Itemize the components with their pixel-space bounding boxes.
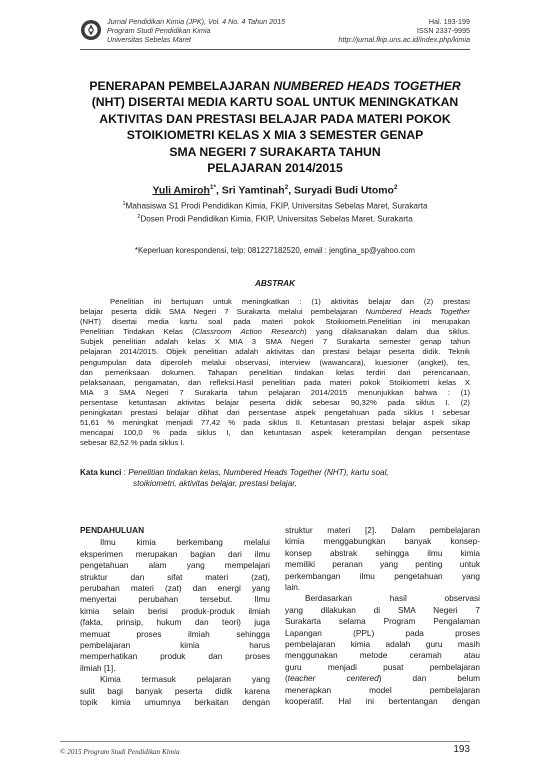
page-range: Hal. 193-199 [428, 17, 470, 26]
abstract-body [80, 297, 470, 448]
abstract-heading: ABSTRAK [254, 279, 296, 288]
paragraph-line [285, 673, 480, 684]
abstract-italic-term: Numbered Heads Together [365, 307, 470, 317]
page-header [80, 17, 470, 51]
abstract-line: pelaksanaan, pengamatan, dan refleksi.Hasil penelitian pada materi pokok Stoikiometri kelas X [80, 377, 470, 387]
footer-copyright: © 2015 Program Studi Pendidikan Kimia [60, 748, 180, 756]
journal-name: Jurnal Pendidikan Kimia (JPK), Vol. 4 No. 4 Tahun 2015 [107, 17, 286, 26]
paragraph-line: yang dilakukan di SMA Negeri 7 [285, 604, 480, 615]
title-line-5: SMA NEGERI 7 SURAKARTA TAHUN [169, 144, 381, 159]
abstract-line: pengumpulan data diperoleh melalui observasi, interview (wawancara), kuesioner (angket), tes, [80, 357, 470, 367]
paragraph-line: memiliki peranan yang penting untuk [285, 559, 480, 570]
affiliation-1-sup: 1 [122, 201, 126, 207]
title-line-3: AKTIVITAS DAN PRESTASI BELAJAR PADA MATERI POKOK [99, 111, 451, 126]
author-1-sup: 1* [209, 184, 217, 191]
keywords-colon: : [121, 468, 129, 477]
abstract-line [80, 327, 470, 337]
paragraph-line: ilmiah [1]. [80, 662, 116, 673]
author-2-sup: 2 [284, 184, 289, 191]
title-line-1-italic: NUMBERED HEADS TOGETHER [273, 79, 461, 93]
paragraph-text: ) dan belum [378, 673, 480, 684]
abstract-line: persentase ketuntasan aktivitas belajar peserta didik sebesar 90,32% pada siklus I. (2) [80, 397, 470, 407]
paragraph-line: Ilmu kimia berkembang melalui [100, 537, 270, 548]
title-line-4: STOIKIOMETRI KELAS X MIA 3 SEMESTER GENAP [126, 128, 424, 143]
paragraph-line: memperhatikan produk dan proses [80, 651, 270, 662]
paragraph-line: kimia menggabungkan banyak konsep- [285, 536, 480, 547]
paragraph-line: pembelajaran kimia harus [80, 640, 270, 651]
paragraph-line: Berdasarkan hasil observasi [305, 593, 480, 604]
author-1: Yuli Amiroh [152, 185, 210, 197]
paragraph-line: kimia selain berisi produk-produk ilmiah [80, 605, 270, 616]
paragraph-line: pengetahuan alam yang mempelajari [80, 560, 270, 571]
paragraph-line: konsep abstrak sehingga ilmu kimia [285, 547, 480, 558]
paragraph-line: sulit bagi banyak peserta didik karena [80, 685, 270, 696]
abstract-line: peningkatan prestasi belajar dilihat dari persentase aspek pengetahuan pada siklus I sebesar [80, 408, 470, 418]
affiliation-2-sup: 2 [137, 214, 141, 220]
paragraph-line: eksperimen merupakan bagian dari ilmu [80, 548, 270, 559]
journal-info [107, 17, 285, 44]
publication-info [339, 17, 470, 44]
abstract-line: pelajaran 2014/2015. Objek penelitian adalah aktivitas dan prestasi belajar peserta didik. Teknik [80, 347, 470, 357]
left-column [80, 525, 270, 709]
paragraph-line: topik kimia umumnya berkaitan dengan [80, 697, 270, 708]
paragraph-line: menerapkan model pembelajaran [285, 684, 480, 695]
author-2: , Sri Yamtinah [216, 185, 285, 197]
keywords [80, 467, 475, 489]
abstract-line-text: belajar peserta didik SMA Negeri 7 Surakarta melalui pembelajaran [80, 307, 366, 317]
abstract-line: Penelitian ini bertujuan untuk meningkatkan : (1) aktivitas belajar dan (2) prestasi [110, 297, 470, 306]
paragraph-line: perkembangan ilmu pengetahuan yang [285, 570, 480, 581]
abstract-line-text: Penelitian Tindakan Kelas ( [80, 327, 195, 337]
university-logo-icon [80, 19, 102, 41]
paragraph-line: struktur dan sifat materi (zat), [80, 571, 270, 582]
keywords-label: Kata kunci [80, 468, 122, 477]
paragraph-line: Kimia termasuk pelajaran yang [100, 674, 270, 685]
right-column [285, 525, 480, 708]
paper-title [70, 78, 480, 176]
paragraph-italic: teacher centered [287, 673, 379, 684]
affiliation-2 [60, 214, 490, 224]
footer-divider [60, 741, 470, 742]
abstract-line: Subjek penelitian adalah kelas X MIA 3 SMA Negeri 7 Surakarta semester genap tahun [80, 337, 470, 347]
header-divider [80, 49, 470, 50]
paragraph-line: memuat proses ilmiah sehingga [80, 628, 270, 639]
abstract-line: mencapai 100,0 % pada siklus I, dan ketuntasan aspek keterampilan dengan persentase [80, 428, 470, 438]
abstract-line: MIA 3 SMA Negeri 7 Surakarta tahun pelajaran 2014/2015 menunjukkan bahwa : (1) [80, 387, 470, 397]
affiliation-1 [60, 201, 490, 211]
paragraph-line: menggunakan metode ceramah atau [285, 650, 480, 661]
university-name: Universitas Sebelas Maret [107, 35, 191, 44]
abstract-line: 51,61 % meningkat menjadi 77,42 % pada siklus II. Ketuntasan prestasi belajar aspek sikap [80, 418, 470, 428]
paragraph-line: perubahan materi (zat) dan energi yang [80, 583, 270, 594]
author-list [60, 184, 490, 196]
paragraph-line: menyertai perubahan tersebut. Ilmu [80, 594, 270, 605]
affiliation-2-text: Dosen Prodi Pendidikan Kimia, FKIP, Universitas Sebelas Maret, Surakarta [140, 214, 413, 224]
paragraph-line: guru menjadi pusat pembelajaran [285, 661, 480, 672]
paragraph-line: lain. [285, 582, 301, 593]
affiliation-1-text: Mahasiswa S1 Prodi Pendidikan Kimia, FKIP, Universitas Sebelas Maret, Surakarta [125, 201, 428, 211]
abstract-line [80, 307, 470, 317]
paragraph-line: Surakarta selama Program Pengalaman [285, 616, 480, 627]
title-line-2: (NHT) DISERTAI MEDIA KARTU SOAL UNTUK MENINGKATKAN [91, 95, 459, 110]
keywords-text-cont: stoikiometri, aktivitas belajar, prestasi belajar, [133, 479, 297, 488]
abstract-italic-term: Classroom Action Research [194, 327, 305, 337]
author-3-sup: 2 [393, 184, 398, 191]
paragraph-line: pembelajaran kimia adalah guru masih [285, 639, 480, 650]
correspondence-info: *Keperluan korespondensi, telp: 081227182520, email : jengtina_sp@yahoo.com [134, 246, 416, 255]
paragraph-line: struktur materi [2]. Dalam pembelajaran [285, 525, 480, 535]
paragraph-line: (fakta, prinsip, hukum dan teori) juga [80, 617, 270, 628]
journal-url[interactable]: http://jurnal.fkip.uns.ac.id/index.php/kimia [338, 35, 470, 44]
abstract-line-text: ) yang dilaksanakan dalam dua siklus. [304, 327, 470, 337]
paragraph-line: kooperatif. Hal ini bertentangan dengan [285, 696, 480, 707]
paragraph-line: Lapangan (PPL) pada proses [285, 627, 480, 638]
abstract-line: (NHT) disertai media kartu soal pada materi pokok Stoikiometri.Penelitian ini merupakan [80, 317, 470, 327]
page-number: 193 [453, 744, 470, 755]
title-line-1-text: PENERAPAN PEMBELAJARAN [89, 79, 274, 93]
abstract-line: dan pemeriksaan dokumen. Tahapan penelitian tindakan kelas terdiri dari perencanaan, [80, 367, 470, 377]
title-line-6: PELAJARAN 2014/2015 [207, 161, 343, 176]
paragraph-text: ( [285, 673, 288, 684]
section-heading: PENDAHULUAN [80, 525, 145, 535]
keywords-text: Penelitian tindakan kelas, Numbered Heads Together (NHT), kartu soal, [128, 468, 389, 477]
author-3: , Suryadi Budi Utomo [288, 185, 394, 197]
title-line-1 [70, 78, 480, 94]
program-name: Program Studi Pendidikan Kimia [107, 26, 211, 35]
abstract-line: sebesar 82,52 % pada siklus I. [80, 438, 185, 448]
issn: ISSN 2337-9995 [416, 26, 470, 35]
